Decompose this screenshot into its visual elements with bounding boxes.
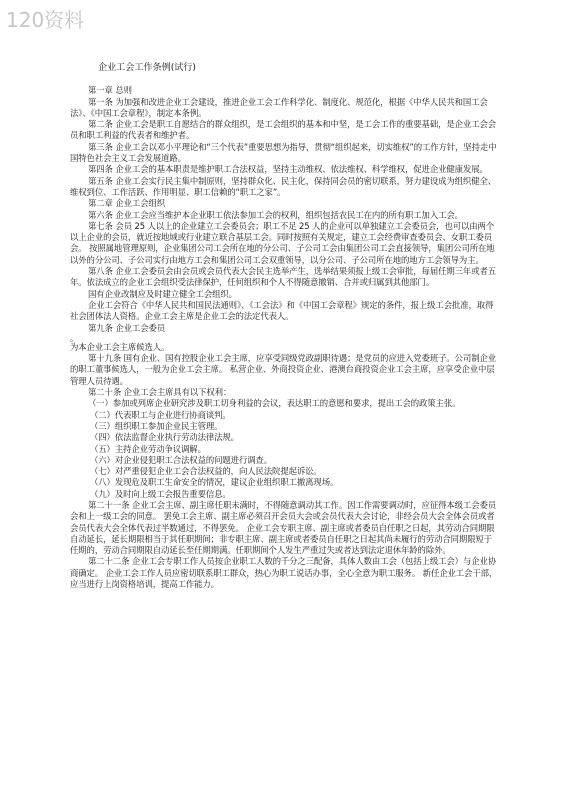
paragraph: （八）发现危及职工生命安全的情况，建议企业组织职工撤离现场。 bbox=[90, 477, 339, 488]
paragraph: 第六条 企业工会应当维护本企业职工依法参加工会的权利，组织包括农民工在内的所有职工加入工会。 bbox=[88, 209, 463, 220]
paragraph: 第七条 会员 25 人以上的企业建立工会委员会；职工不足 25 人的企业可以单独建立工会委员会，也可以由两个以上企业的会员，就近按地域或行业建立联合基层工会。同时按照有关规定，建立工会经费审查委员会、女职工委员会。 按照属地管理原则，企业集团公司工会所在地的分公司、子公司工会由集团公司工会直接领导，集团公司所在地以外的分公司、子公司实行由地方工会和集团公司工会双重领导，以分公司、子公司所在地的地方工会领导为主。 bbox=[70, 220, 495, 265]
paragraph: 第二十一条 企业工会主席、副主席任职未满时，不得随意调动其工作。因工作需要调动时，应征得本级工会委员会和上一级工会的同意。 罢免工会主席、副主席必须召开会员大会或会员代表大会讨论，非经会员大会全体会员或者会员代表大会全体代表过半数通过，不得罢免。 企业工会专职主席、副主席或者委员自任职之日起，其劳动合同期限自动延长，延长期限相当于其任职期间；非专职主席、副主席或者委员自任职之日起其尚未履行的劳动合同期限短于任期的，劳动合同期限自动延长至任期期满。任职期间个人发生严重过失或者达到法定退休年龄的除外。 bbox=[70, 499, 497, 556]
paragraph: 。 bbox=[70, 332, 79, 343]
paragraph: （三）组织职工参加企业民主管理。 bbox=[90, 420, 223, 431]
paragraph: （五）主持企业劳动争议调解。 bbox=[90, 443, 206, 454]
paragraph: （九）及时向上级工会报告重要信息。 bbox=[90, 488, 231, 499]
watermark-logo: 120资料 bbox=[6, 8, 85, 32]
chapter-heading: 第一章 总则 bbox=[88, 85, 132, 96]
paragraph-list bbox=[70, 85, 498, 590]
document-body bbox=[70, 62, 498, 590]
paragraph: 第四条 企业工会的基本职责是维护职工合法权益，坚持主动维权、依法维权、科学维权，促进企业健康发展。 bbox=[88, 164, 488, 175]
paragraph: （七）对严重侵犯企业工会合法权益的，向人民法院提起诉讼。 bbox=[90, 466, 322, 477]
paragraph: （二）代表职工与企业进行协商谈判。 bbox=[90, 409, 231, 420]
document-title: 企业工会工作条例(试行) bbox=[98, 62, 196, 73]
paragraph: 第二条 企业工会是职工自愿结合的群众组织，是工会组织的基本和中坚，是工会工作的重要基础，是企业工会会员和职工利益的代表者和维护者。 bbox=[70, 119, 497, 141]
paragraph: 第一条 为加强和改进企业工会建设，推进企业工会工作科学化、制度化、规范化，根据《中华人民共和国工会法》、《中国工会章程》，制定本条例。 bbox=[70, 96, 488, 118]
paragraph: 第九条 企业工会委员 bbox=[88, 322, 166, 333]
paragraph: 第二章 企业工会组织 bbox=[88, 198, 166, 209]
paragraph: 第二十二条 企业工会专职工作人员按企业职工人数的千分之三配备，具体人数由工会（包括上级工会）与企业协商确定。 企业工会工作人员应密切联系职工群众，热心为职工说话办事，全心全意为职工服务。 新任企业工会干部，应当进行上岗资格培训，提高工作能力。 bbox=[70, 556, 498, 590]
paragraph: 第二十条 企业工会主席具有以下权利： bbox=[88, 387, 232, 398]
paragraph: （四）依法监督企业执行劳动法律法规。 bbox=[90, 432, 239, 443]
paragraph: 企业工会符合《中华人民共和国民法通则》、《工会法》和《中国工会章程》规定的条件，报上级工会批准，取得社会团体法人资格。企业工会主席是企业工会的法定代表人。 bbox=[70, 299, 494, 322]
paragraph: 第八条 企业工会委员会由会员或会员代表大会民主选举产生，选举结果须报上级工会审批，每届任期三年或者五年。依法成立的企业工会组织受法律保护，任何组织和个人不得随意撤销、合并或归属到其他部门。 bbox=[70, 266, 497, 288]
paragraph: 国有企业改制应及时建立健全工会组织。 bbox=[88, 288, 237, 299]
paragraph: 第五条 企业工会实行民主集中制原则，坚持群众化、民主化，保持同会员的密切联系，努力建设成为组织健全、维权到位、工作活跃、作用明显、职工信赖的“职工之家”。 bbox=[70, 175, 497, 197]
paragraph: 第三条 企业工会以邓小平理论和“三个代表”重要思想为指导，贯彻“组织起来，切实维权”的工作方针，坚持走中国特色社会主义工会发展道路。 bbox=[70, 141, 497, 164]
paragraph: 第十九条 国有企业、国有控股企业工会主席，应享受同级党政副职待遇；是党员的应进入党委班子。公司制企业的职工董事候选人，一般为企业工会主席。 私营企业、外商投资企业、港澳台商投资企业工会主席，应享受企业中层管理人员待遇。 bbox=[70, 353, 497, 386]
paragraph: 为本企业工会主席候选人。 bbox=[70, 341, 170, 352]
paragraph: （一）参加或列席企业研究涉及职工切身利益的会议，表达职工的意愿和要求，提出工会的政策主张。 bbox=[88, 398, 461, 409]
paragraph: （六）对企业侵犯职工合法权益的问题进行调查。 bbox=[90, 454, 273, 465]
